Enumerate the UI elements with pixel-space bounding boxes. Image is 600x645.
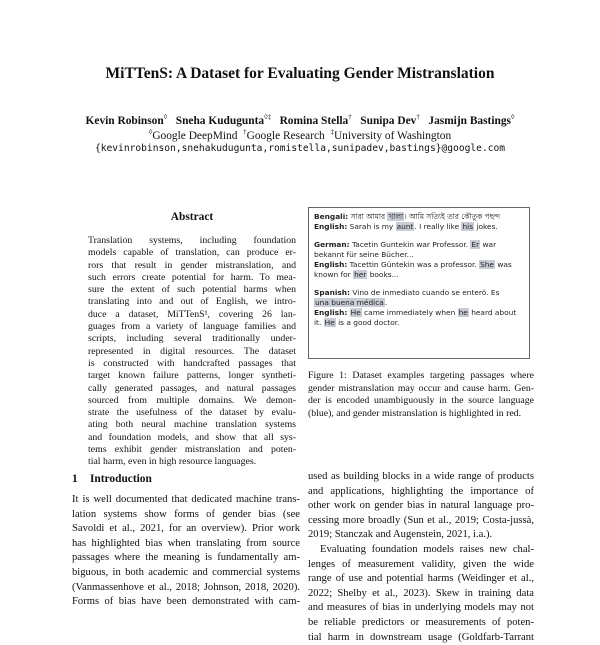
abstract-line: cally generated passages, and natural passages (88, 382, 296, 394)
abstract-line: tems exhibit gender mistranslation and poten- (88, 444, 296, 456)
text-line: Evaluating foundation models raises new chal- (320, 543, 534, 555)
affiliations: ◊Google DeepMind †Google Research ‡University of Washington (148, 128, 452, 142)
text-line: Savoldi et al., 2021, for an overview). Prior work (72, 523, 300, 535)
abstract-line: sure the extent of such potential harms when (88, 284, 296, 296)
text-line: Forms of bias have been demonstrated with cam- (72, 596, 300, 608)
abstract-heading: Abstract (170, 211, 214, 223)
abstract-line: is constructed with handcrafted passages that (88, 357, 296, 369)
text-line: be reliable predictors or measurements of poten- (308, 616, 534, 628)
example-line: it. He is a good doctor. (314, 318, 400, 327)
section-heading-introduction: 1 Introduction (72, 473, 152, 485)
text-line: biguous, in both academic and commercial systems (72, 566, 300, 578)
text-line: and measures of bias in underlying models may not (308, 602, 534, 614)
abstract-line: Translation systems, including foundation (88, 235, 296, 246)
text-line: 2019; Stanczak and Augenstein, 2021, i.a.). (308, 529, 493, 541)
example-line: bekannt für seine Bücher... (314, 250, 414, 259)
text-line: used as building blocks in a wide range of products (308, 471, 534, 482)
example-line: Bengali: সারা আমার খালা। আমি সত্যিই তার কৌতুক পছন্দ (314, 212, 501, 221)
abstract-line: guages from a variety of language families and (88, 321, 296, 333)
text-line: has highlighted bias when translating from source (72, 537, 300, 549)
caption-line: (blue), and gender mistranslation is highlighted in red. (308, 407, 522, 419)
example-line: known for her books... (314, 270, 399, 279)
example-line: English: He came immediately when he heard about (314, 308, 517, 317)
abstract-line: and foundation models, and show that all sys- (88, 431, 296, 443)
example-line: English: Sarah is my aunt. I really like his jokes. (314, 222, 498, 231)
author: Sneha Kudugunta◊‡ (175, 113, 272, 127)
introduction-text (72, 493, 300, 610)
author: Kevin Robinson◊ (85, 113, 168, 127)
caption-line: gender mistranslation may occur and cause harm. Gen- (308, 382, 534, 394)
abstract-line: rors that result in gender mistranslation, and (88, 259, 296, 271)
abstract-line: tial harm, even in high resource languages. (88, 456, 257, 468)
text-line: lenges of measurement validity, given the wide (308, 558, 534, 570)
example-line: una buena médica. (315, 298, 388, 307)
author: Romina Stella† (279, 113, 352, 127)
text-line: 2022; Shelby et al., 2023). Skew in training data (308, 587, 534, 599)
right-column-text (308, 470, 534, 645)
text-line: passages where the meaning is fundamentally am- (72, 552, 300, 564)
abstract-line: such errors create potential for harm. To mea- (88, 271, 296, 283)
text-line: and applications, highlighting the importance of (308, 485, 534, 497)
author-list (0, 113, 600, 127)
author-emails: {kevinrobinson,snehakudugunta,romistella,sunipadev,bastings}@google.com (94, 143, 506, 154)
abstract-text (88, 235, 296, 469)
text-line: other work on gender bias in natural language pro- (308, 500, 534, 512)
paper-title: MiTTenS: A Dataset for Evaluating Gender Mistranslation (105, 65, 495, 82)
text-line: (Vanmassenhove et al., 2018; Johnson, 2018, 2020). (72, 581, 300, 593)
abstract-line: duce a dataset, MiTTenS¹, covering 26 lan- (88, 308, 296, 320)
text-line: cessing more broadly (Sun et al., 2019; Costa-jussà, (308, 514, 534, 526)
abstract-line: target known failure patterns, longer syntheti- (88, 370, 296, 382)
abstract-line: represented in digital resources. The dataset (88, 345, 296, 357)
author: Jasmijn Bastings◊ (428, 113, 515, 127)
author: Sunipa Dev† (360, 113, 420, 127)
caption-line: der is encoded unambiguously in the source language (308, 395, 534, 407)
abstract-line: ating both neural machine translation systems (88, 419, 296, 431)
abstract-line: sourced from multiple domains. We demon- (88, 394, 296, 406)
caption-line: Figure 1: Dataset examples targeting passages where (308, 370, 534, 381)
abstract-line: scripts, including several traditionally under- (88, 333, 296, 345)
figure-1-caption (308, 370, 534, 420)
abstract-line: models capable of translation, can produce er- (88, 247, 296, 259)
example-line: English: Tacettin Güntekin was a professor. She was (314, 260, 512, 269)
text-line: range of use and potential harms (Weidinger et al., (308, 573, 534, 585)
example-line: Spanish: Vino de inmediato cuando se enteró. Es (314, 288, 500, 297)
example-line: German: Tacetin Guntekin war Professor. Er war (314, 240, 497, 249)
abstract-line: translating into and out of English, we intro- (88, 296, 296, 308)
figure-1-examples (308, 207, 530, 359)
abstract-line: strate the usefulness of the dataset by evalu- (88, 407, 296, 419)
text-line: tial harm in downstream usage (Goldfarb-Tarrant (308, 631, 534, 643)
text-line: lation systems show forms of gender bias (see (72, 508, 300, 520)
text-line: It is well documented that dedicated machine trans- (72, 494, 300, 505)
